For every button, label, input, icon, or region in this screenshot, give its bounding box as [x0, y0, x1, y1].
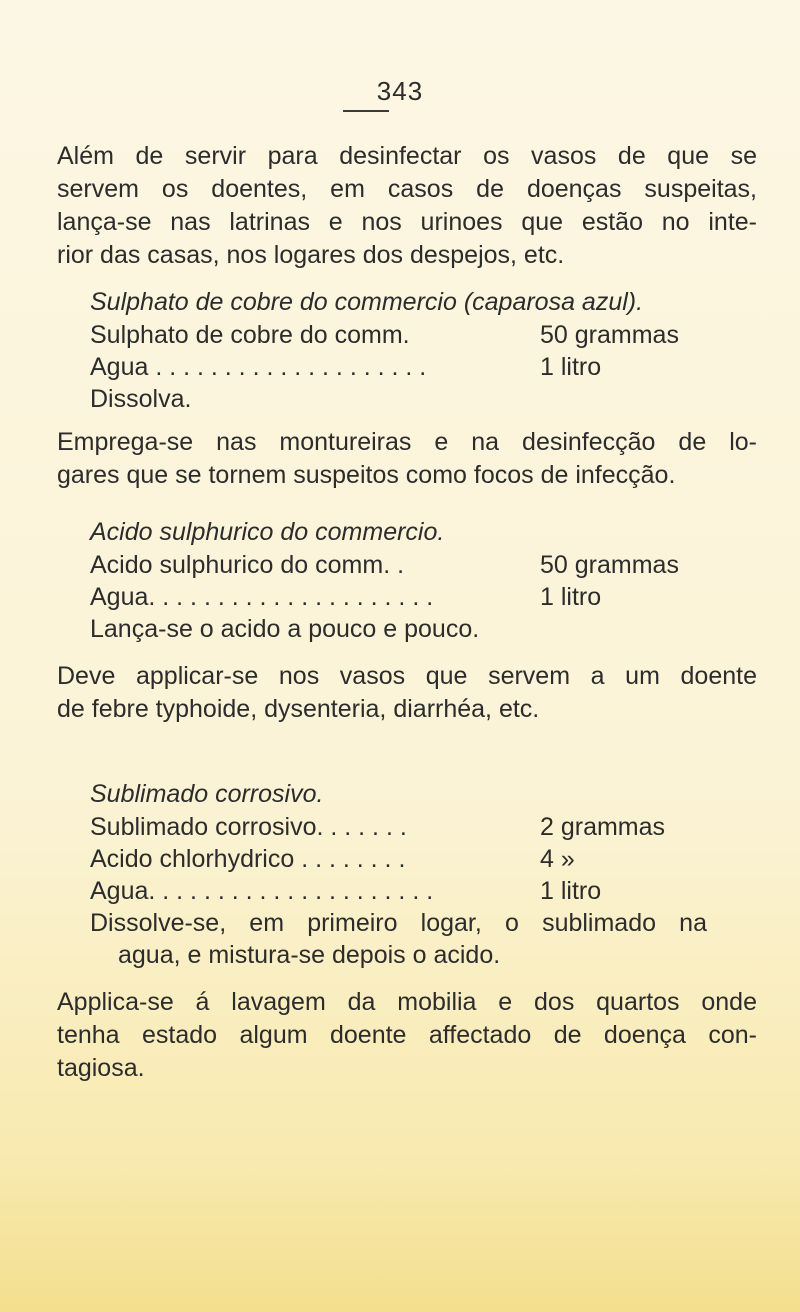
recipe-heading-acido-sulphurico: Acido sulphurico do commercio. — [90, 518, 445, 546]
paragraph-lavagem — [57, 986, 757, 1085]
ingredient-name: Sublimado corrosivo. . . . . . . — [90, 813, 407, 841]
text-line: de febre typhoide, dysenteria, diarrhéa, etc. — [57, 695, 540, 723]
ingredient-name: Acido sulphurico do comm. . — [90, 551, 405, 579]
recipe-row — [90, 811, 700, 843]
ingredient-name: Acido chlorhydrico . . . . . . . . — [90, 845, 406, 873]
ingredient-quantity: 2 grammas — [540, 813, 666, 841]
text-line: lança-se nas latrinas e nos urinoes que estão no inte- — [57, 208, 757, 236]
text-line: Deve applicar-se nos vasos que servem a um doente — [57, 662, 757, 690]
text-line: tagiosa. — [57, 1054, 145, 1082]
ingredient-quantity: 4 » — [540, 845, 575, 873]
recipe-row — [90, 875, 700, 907]
recipe-instruction: Lança-se o acido a pouco e pouco. — [90, 615, 480, 643]
text-line: Além de servir para desinfectar os vasos de que se — [57, 142, 757, 170]
text-line: Applica-se á lavagem da mobilia e dos quartos onde — [57, 988, 757, 1016]
text-line: rior das casas, nos logares dos despejos, etc. — [57, 241, 565, 269]
ingredient-name: Agua. . . . . . . . . . . . . . . . . . . . . — [90, 583, 434, 611]
text-line: tenha estado algum doente affectado de doença con- — [57, 1021, 757, 1049]
recipe-row — [90, 319, 700, 351]
recipe-instruction-line: agua, e mistura-se depois o acido. — [118, 941, 501, 969]
ingredient-name: Agua . . . . . . . . . . . . . . . . . . . . — [90, 353, 427, 381]
paragraph-disinfection-use — [57, 140, 757, 272]
ingredient-name: Agua. . . . . . . . . . . . . . . . . . . . . — [90, 877, 434, 905]
text-line: servem os doentes, em casos de doenças suspeitas, — [57, 175, 757, 203]
paragraph-typhoid — [57, 660, 757, 726]
recipe-row — [90, 549, 700, 581]
text-line: gares que se tornem suspeitos como focos de infecção. — [57, 461, 676, 489]
paragraph-montureiras — [57, 426, 757, 492]
ingredient-quantity: 1 litro — [540, 877, 602, 905]
recipe-row — [90, 351, 700, 383]
page-number-rule — [343, 110, 389, 112]
recipe-instruction: Dissolva. — [90, 385, 192, 413]
recipe-instruction-line: Dissolve-se, em primeiro logar, o sublimado na — [90, 909, 707, 937]
ingredient-quantity: 50 grammas — [540, 321, 679, 349]
ingredient-quantity: 50 grammas — [540, 551, 679, 579]
ingredient-name: Sulphato de cobre do comm. — [90, 321, 410, 349]
text-line: Emprega-se nas montureiras e na desinfecção de lo- — [57, 428, 757, 456]
recipe-row — [90, 581, 700, 613]
recipe-row — [90, 843, 700, 875]
ingredient-quantity: 1 litro — [540, 353, 602, 381]
page-number: 343 — [376, 76, 424, 106]
recipe-heading-sulphato: Sulphato de cobre do commercio (caparosa azul). — [90, 288, 644, 316]
ingredient-quantity: 1 litro — [540, 583, 602, 611]
recipe-heading-sublimado: Sublimado corrosivo. — [90, 780, 324, 808]
